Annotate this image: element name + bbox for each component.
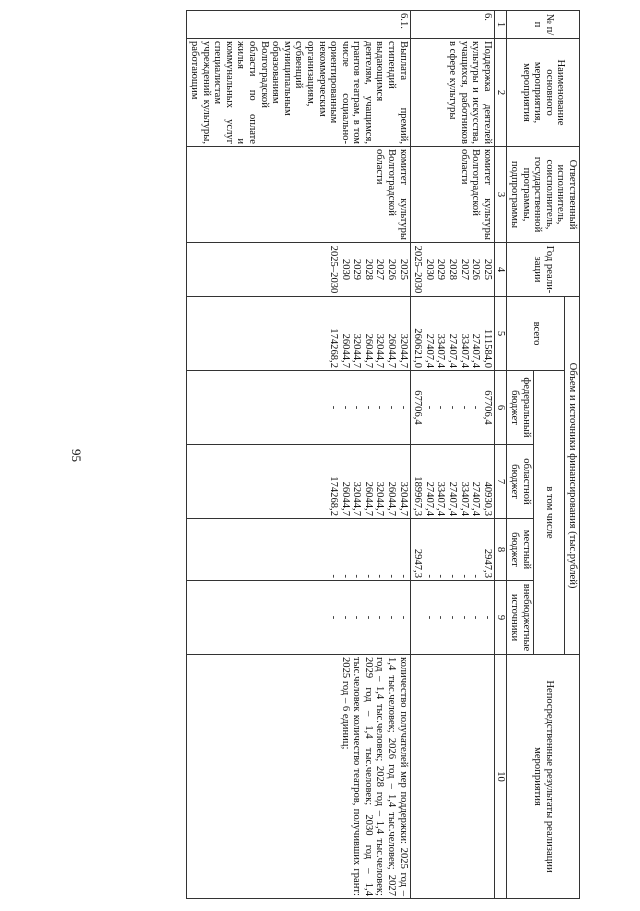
column-number: 6 (494, 371, 507, 445)
column-number: 9 (494, 581, 507, 655)
column-number: 4 (494, 243, 507, 297)
header-name: Наименование основного мероприятия, мероприятия (507, 39, 580, 147)
row-federal-value: - (423, 405, 435, 410)
table-body (187, 11, 494, 899)
row-total-value: 32044,7 (351, 333, 363, 368)
row-regional (410, 445, 494, 519)
row-federal-value: - (339, 405, 351, 410)
row-total-value: 174268,2 (328, 328, 340, 368)
row-number: 6. (410, 11, 494, 39)
row-regional-value: 27407,4 (447, 481, 459, 516)
row-local (410, 519, 494, 581)
header-year: Год реали-зации (507, 243, 580, 297)
row-federal-value: 67706,4 (412, 390, 424, 425)
row-total-value: 27407,4 (423, 333, 435, 368)
row-years-value: 2028 (447, 258, 459, 281)
row-years-value: 2025 (481, 258, 493, 281)
column-number-row (494, 11, 507, 899)
row-total-value: 32044,7 (397, 333, 409, 368)
row-regional-value: 33407,4 (435, 481, 447, 516)
row-local-value: - (470, 574, 482, 578)
row-local-value: - (447, 574, 459, 578)
header-regional: областной бюджет (507, 445, 533, 519)
row-local-value: - (339, 574, 351, 578)
column-number: 8 (494, 519, 507, 581)
row-regional-value: 40930,3 (481, 481, 493, 516)
row-total-value: 26044,7 (339, 333, 351, 368)
rotated-table-container (40, 10, 580, 910)
row-total-value: 33407,4 (435, 333, 447, 368)
column-number: 10 (494, 655, 507, 899)
table-row (187, 11, 410, 899)
column-number: 1 (494, 11, 507, 39)
header-local: местный бюджет (507, 519, 533, 581)
row-federal-value: - (470, 405, 482, 410)
financing-table (186, 10, 580, 899)
header-no: № п/п (507, 11, 580, 39)
row-regional-value: 32044,7 (351, 481, 363, 516)
row-local-value: - (458, 574, 470, 578)
page-number: 95 (69, 449, 84, 462)
column-number: 5 (494, 297, 507, 371)
row-regional-value: 26044,7 (339, 481, 351, 516)
row-results (410, 655, 494, 899)
row-federal-value: 67706,4 (481, 390, 493, 425)
row-regional-value: 189967,3 (412, 476, 424, 516)
row-extra-value: - (397, 615, 409, 620)
row-total (410, 297, 494, 371)
row-local-value: - (397, 574, 409, 578)
header-volume: Объем и источники финансирования (тыс.рублей) (565, 297, 580, 655)
row-federal-value: - (328, 405, 340, 410)
row-executor: комитет культуры Волгоградской области (187, 147, 410, 243)
row-regional-value: 26044,7 (362, 481, 374, 516)
row-regional-value: 27407,4 (423, 481, 435, 516)
row-federal-value: - (447, 405, 459, 410)
row-local (187, 519, 410, 581)
row-total-value: 260621,0 (412, 328, 424, 368)
row-extra-value: - (435, 615, 447, 620)
row-local-value: - (374, 574, 386, 578)
row-extra-value: - (374, 615, 386, 620)
row-total-value: 111584,0 (481, 329, 493, 368)
row-regional-value: 32044,7 (397, 481, 409, 516)
row-federal (410, 371, 494, 445)
row-years-value: 2028 (362, 258, 374, 281)
row-regional-value: 33407,4 (458, 481, 470, 516)
row-federal-value: - (362, 405, 374, 410)
column-number: 3 (494, 147, 507, 243)
row-years (187, 243, 410, 297)
row-name: Выплата премий, стипендий выдающимся деятелям, учащимся, грантов театрам, в том числе социально-ориентированным некоммерческим организациям, субвенций муниципальным образованиям Волгоградской области по оплате жилья и коммунальных услуг специалистам учреждений культуры, работающим (187, 39, 410, 147)
row-regional-value: 27407,4 (470, 481, 482, 516)
row-extra-value: - (470, 615, 482, 620)
row-regional (187, 445, 410, 519)
row-local-value: - (362, 574, 374, 578)
row-regional-value: 32044,7 (374, 481, 386, 516)
row-federal (187, 371, 410, 445)
row-total-value: 26044,7 (386, 333, 398, 368)
row-local-value: - (351, 574, 363, 578)
row-years-value: 2026 (470, 258, 482, 281)
header-total: всего (507, 297, 565, 371)
row-extra-value: - (447, 615, 459, 620)
row-total-value: 32044,7 (374, 333, 386, 368)
row-regional-value: 174268,2 (328, 476, 340, 516)
header-executor: Ответственный исполнитель, соисполнитель, государственной программы, подпрограммы (507, 147, 580, 243)
row-years-value: 2030 (423, 258, 435, 281)
header-including: в том числе (533, 371, 565, 655)
row-extra-value (412, 583, 424, 652)
row-extra-value: - (423, 615, 435, 620)
row-federal-value: - (435, 405, 447, 410)
row-years-value: 2029 (351, 258, 363, 281)
row-federal-value: - (351, 405, 363, 410)
row-local-value: 2947,3 (412, 548, 424, 578)
row-years (410, 243, 494, 297)
row-years-value: 2025–2030 (412, 245, 424, 294)
row-years-value: 2027 (458, 258, 470, 281)
row-extra (410, 581, 494, 655)
table-row (410, 11, 494, 899)
header-federal: федеральный бюджет (507, 371, 533, 445)
row-federal-value: - (374, 405, 386, 410)
row-executor: комитет культуры Волгоградской области (410, 147, 494, 243)
row-total-value: 27407,4 (447, 333, 459, 368)
row-regional-value: 26044,7 (386, 481, 398, 516)
row-total-value: 26044,7 (362, 333, 374, 368)
row-local-value: 2947,3 (481, 548, 493, 578)
row-extra (187, 581, 410, 655)
row-years-value: 2025 (397, 258, 409, 281)
row-years-value: 2025–2030 (328, 245, 340, 294)
row-extra-value: - (328, 615, 340, 620)
row-results: количество получателей мер поддержки: 2025 год – 1,4 тыс.человек; 2026 год – 1,4 тыс.человек; 2027 год – 1,4 тыс.человек; 2028 год – 1,4 тыс.человек; 2029 год – 1,4 тыс.человек; 2030 год – 1,4 тыс.человек количество театров, получивших грант: 2025 год – 6 единиц; (187, 655, 410, 899)
column-number: 2 (494, 39, 507, 147)
row-local-value: - (423, 574, 435, 578)
row-total-value: 33407,4 (458, 333, 470, 368)
row-local-value: - (386, 574, 398, 578)
row-extra-value: - (362, 615, 374, 620)
row-extra-value: - (339, 615, 351, 620)
row-years-value: 2027 (374, 258, 386, 281)
row-extra-value: - (481, 615, 493, 620)
header-extra: внебюджетные источники (507, 581, 533, 655)
row-extra-value: - (458, 615, 470, 620)
row-years-value: 2026 (386, 258, 398, 281)
header-results: Непосредственные результаты реализации мероприятия (507, 655, 580, 899)
row-years-value: 2030 (339, 258, 351, 281)
row-total-value: 27407,4 (470, 333, 482, 368)
row-name: Поддержка деятелей культуры и искусства, учащихся, работников в сфере культуры (410, 39, 494, 147)
row-federal-value: - (458, 405, 470, 410)
row-years-value: 2029 (435, 258, 447, 281)
row-total (187, 297, 410, 371)
row-extra-value: - (386, 615, 398, 620)
row-extra-value: - (351, 615, 363, 620)
row-number: 6.1. (187, 11, 410, 39)
column-number: 7 (494, 445, 507, 519)
row-federal-value: - (386, 405, 398, 410)
row-local-value: - (328, 574, 340, 578)
row-local-value: - (435, 574, 447, 578)
row-federal-value: - (397, 405, 409, 410)
